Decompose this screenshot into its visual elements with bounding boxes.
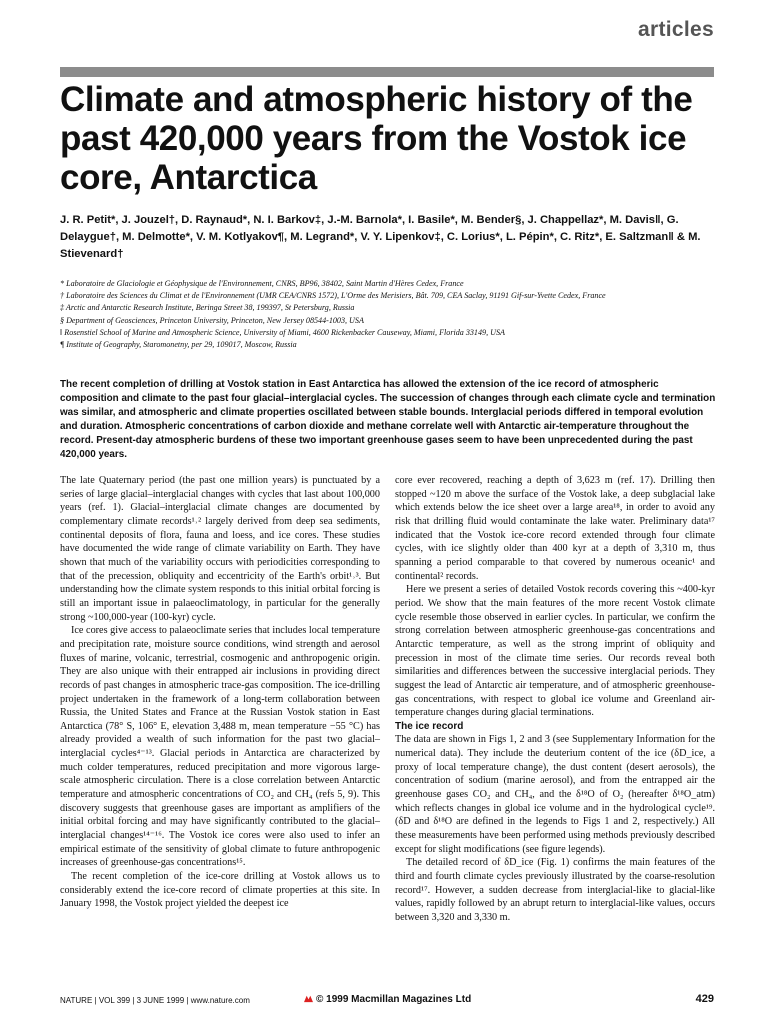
page-number: 429 (695, 993, 714, 1005)
affiliation: ¶ Institute of Geography, Staromonetny, per 29, 109017, Moscow, Russia (60, 340, 297, 350)
paragraph: Here we present a series of detailed Vostok records covering this ~400-kyr period. We show that the main features of the more recent Vostok climate cycle resemble those observed in earlier cycles. In particular, we confirm the strong correlation between atmospheric greenhouse-gas concentrations and Antarctic temperature, as well as the strong imprint of obliquity and precession in most of the climate time series. Our records reveal both similarities and differences between the successive interglacial periods. They suggest the lead of Antarctic air temperature, and of atmospheric greenhouse-gas concentrations, with respect to global ice volume and Greenland air-temperature changes during glacial terminations. (395, 584, 715, 719)
paragraph: The data are shown in Figs 1, 2 and 3 (see Supplementary Information for the numerical data). They include the deuterium content of the ice (δD_ice, a proxy of local temperature change), the dust content (desert aerosols), the concentration of sodium (marine aerosol), and from the entrapped air the greenhouse gases CO₂ and CH₄, and the δ¹⁸O of O₂ (hereafter δ¹⁸O_atm) which reflects changes in global ice volume and in the hydrological cycle¹⁹. (δD and δ¹⁸O are defined in the legends to Figs 1 and 2, respectively.) All these measurements have been performed using methods previously described except for slight modifications (see figure legends). (395, 734, 715, 855)
affiliation: * Laboratoire de Glaciologie et Géophysique de l'Environnement, CNRS, BP96, 38402, Saint Martin d'Hères Cedex, France (60, 279, 464, 288)
paragraph: The detailed record of δD_ice (Fig. 1) confirms the main features of the third and fourth climate cycles previously illustrated by the coarse-resolution record¹⁷. However, a sudden decrease from interglacial-like to glacial-like values, rapidly followed by an abrupt return to interglacial-like values, occurs between 3,320 and 3,330 m. (395, 857, 715, 923)
journal-info: NATURE | VOL 399 | 3 JUNE 1999 | www.nature.com (60, 996, 250, 1005)
copyright (304, 994, 471, 1005)
section-label: articles (638, 18, 714, 41)
body-column-left (60, 474, 380, 911)
page-footer (60, 994, 714, 1008)
affiliation: ‖ Rosenstiel School of Marine and Atmospheric Science, University of Miami, 4600 Rickenbacker Causeway, Miami, Florida 33149, USA (60, 327, 505, 337)
paragraph: The recent completion of the ice-core drilling at Vostok allows us to considerably extend the ice-core record of climate properties at this site. In January 1998, the Vostok project yielded the deepest ice (60, 871, 380, 910)
paragraph: Ice cores give access to palaeoclimate series that includes local temperature and precipitation rate, moisture source conditions, wind strength and aerosol fluxes of marine, volcanic, terrestrial, cosmogenic and anthropogenic origin. They are also unique with their entrapped air inclusions in providing direct records of past changes in atmospheric trace-gas composition. The ice-drilling project undertaken in the framework of a long-term collaboration between Russia, the United States and France at the Russian Vostok station in East Antarctica (78° S, 106° E, elevation 3,488 m, mean temperature −55 °C) has already provided a wealth of such information for the past two glacial–interglacial cycles⁴⁻¹³. Glacial periods in Antarctica are characterized by much colder temperatures, reduced precipitation and more vigorous large-scale atmospheric circulation. There is a close correlation between Antarctic temperature and atmospheric concentrations of CO₂ and CH₄ (refs 5, 9). This discovery suggests that greenhouse gases are important as amplifiers of the initial orbital forcing and may have significantly contributed to the glacial–interglacial changes¹⁴⁻¹⁶. The Vostok ice cores were also used to infer an empirical estimate of the sensitivity of global climate to future anthropogenic increases of greenhouse-gas concentrations¹⁵. (60, 625, 380, 869)
affiliation: ‡ Arctic and Antarctic Research Institute, Beringa Street 38, 199397, St Petersburg, Russia (60, 303, 355, 313)
publisher-logo-icon (304, 994, 313, 1003)
article-title: Climate and atmospheric history of the past 420,000 years from the Vostok ice core, Antarctica (60, 80, 693, 197)
affiliation: § Department of Geosciences, Princeton University, Princeton, New Jersey 08544-1003, USA (60, 315, 364, 325)
affiliation: † Laboratoire des Sciences du Climat et de l'Environnement (UMR CEA/CNRS 1572), L'Orme des Merisiers, Bât. 709, CEA Saclay, 91191 Gif-sur-Yvette Cedex, France (60, 291, 606, 301)
affiliations (60, 278, 730, 351)
author-list: J. R. Petit*, J. Jouzel†, D. Raynaud*, N. I. Barkov‡, J.-M. Barnola*, I. Basile*, M. Bender§, J. Chappellaz*, M. Davis‖, G. Delaygue†, M. Delmotte*, V. M. Kotlyakov¶, M. Legrand*, V. Y. Lipenkov‡, C. Lorius*, L. Pépin*, C. Ritz*, E. Saltzman‖ & M. Stievenard† (60, 214, 701, 260)
body-column-right (395, 474, 715, 925)
copyright-text: © 1999 Macmillan Magazines Ltd (316, 994, 472, 1005)
header-rule (60, 67, 714, 77)
abstract: The recent completion of drilling at Vostok station in East Antarctica has allowed the extension of the ice record of atmospheric composition and climate to the past four glacial–interglacial cycles. The succession of changes through each climate cycle and termination was similar, and atmospheric and climate properties oscillated between stable bounds. Interglacial periods differed in temporal evolution and duration. Atmospheric concentrations of carbon dioxide and methane correlate well with Antarctic air-temperature throughout the record. Present-day atmospheric burdens of these two important greenhouse gases seem to have been unprecedented during the past 420,000 years. (60, 379, 716, 460)
section-heading: The ice record (395, 720, 464, 732)
paragraph: core ever recovered, reaching a depth of 3,623 m (ref. 17). Drilling then stopped ~120 m above the surface of the Vostok lake, a deep subglacial lake which extends below the ice sheet over a large area¹⁸, in order to avoid any risk that drilling fluid would contaminate the lake water. Preliminary data¹⁷ indicated that the Vostok ice-core record extended through four climate cycles, with ice slightly older than 400 kyr at a depth of 3,310 m, thus spanning a period comparable to that covered by numerous oceanic¹ and continental² records. (395, 475, 715, 582)
paragraph: The late Quaternary period (the past one million years) is punctuated by a series of large glacial–interglacial changes with cycles that last about 100,000 years (ref. 1). Glacial–interglacial climate changes are documented by complementary climate records¹˒² largely derived from deep sea sediments, continental deposits of flora, fauna and loess, and ice cores. These studies have documented the wide range of climate variability on Earth. They have shown that much of the variability occurs with periodicities corresponding to that of the precession, obliquity and eccentricity of the Earth's orbit¹˒³. But understanding how the climate system responds to this initial orbital forcing is still an important issue in palaeoclimatology, in particular for the generally strong ~100,000-year (100-kyr) cycle. (60, 475, 380, 623)
